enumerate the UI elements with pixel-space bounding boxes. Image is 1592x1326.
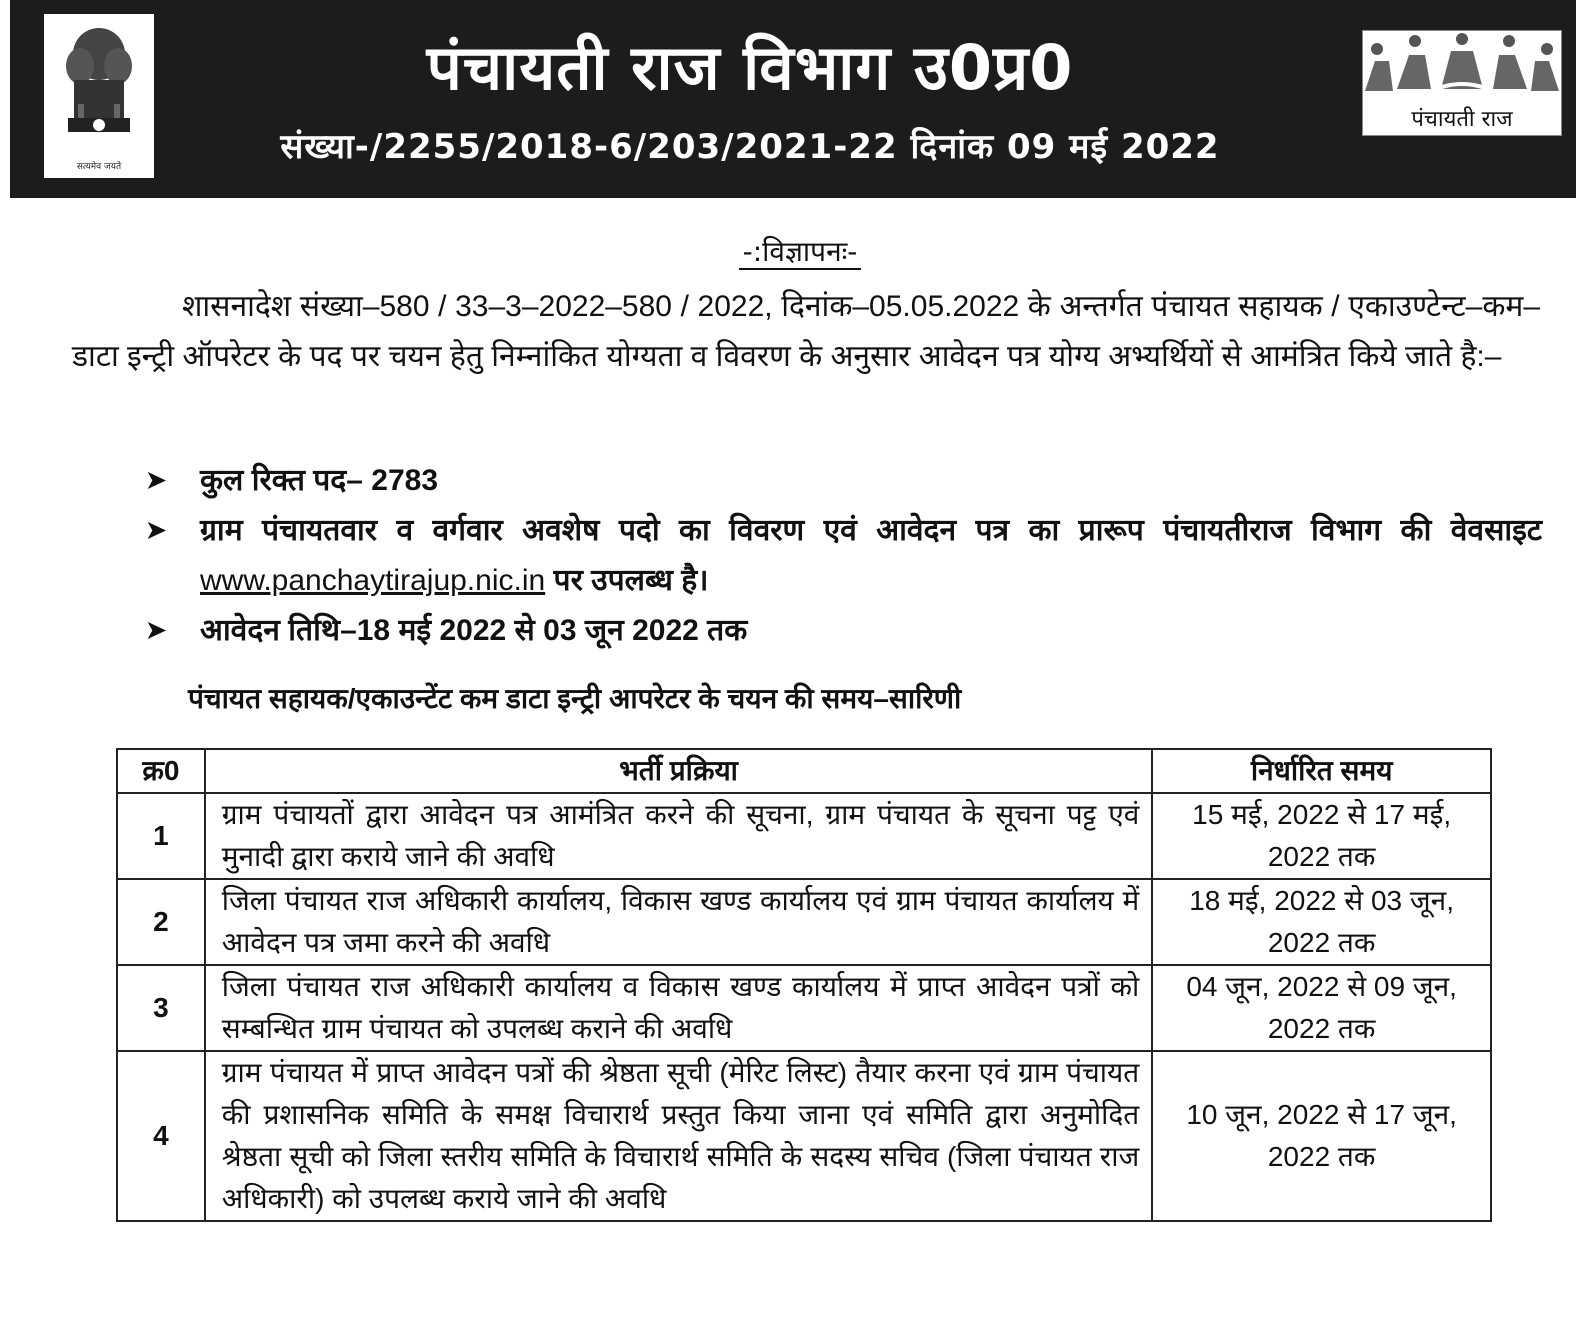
table-row (117, 1051, 1491, 1221)
schedule-title: पंचायत सहायक/एकाउन्टेंट कम डाटा इन्ट्री आपरेटर के चयन की समय–सारिणी (188, 683, 962, 714)
national-emblem (44, 14, 154, 178)
reference-number: संख्या-/2255/2018-6/203/2021-22 दिनांक 09 मई 2022 (280, 127, 1220, 167)
col-header-serial: क्र0 (117, 749, 205, 793)
row-time: 10 जून, 2022 से 17 जून, 2022 तक (1152, 1051, 1491, 1221)
row-serial: 4 (117, 1051, 205, 1221)
row-time: 15 मई, 2022 से 17 मई, 2022 तक (1152, 793, 1491, 879)
table-row (117, 793, 1491, 879)
notice-heading (610, 232, 990, 272)
lion-capital-icon (44, 14, 154, 154)
table-row (117, 879, 1491, 965)
notice-page (10, 0, 1576, 1326)
list-item (146, 456, 1542, 506)
key-points-list (146, 456, 1542, 656)
row-process: ग्राम पंचायत में प्राप्त आवेदन पत्रों की श्रेष्ठता सूची (मेरिट लिस्ट) तैयार करना एवं ग्राम पंचायत की प्रशासनिक समिति के समक्ष विचारार्थ प्रस्तुत किया जाना एवं समिति द्वारा अनुमोदित श्रेष्ठता सूची को जिला स्तरीय समिति के विचारार्थ समिति के सदस्य सचिव (जिला पंचायत राज अधिकारी) को उपलब्ध कराये जाने की अवधि (205, 1051, 1153, 1221)
details-text: ग्राम पंचायतवार व वर्गवार अवशेष पदो का विवरण एवं आवेदन पत्र का प्रारूप पंचायतीराज विभाग की वेवसाइट (200, 514, 1542, 547)
row-process: जिला पंचायत राज अधिकारी कार्यालय, विकास खण्ड कार्यालय एवं ग्राम पंचायत कार्यालय में आवेदन पत्र जमा करने की अवधि (205, 879, 1153, 965)
row-time: 04 जून, 2022 से 09 जून, 2022 तक (1152, 965, 1491, 1051)
arrow-bullet-icon: ➤ (146, 517, 167, 544)
row-process: ग्राम पंचायतों द्वारा आवेदन पत्र आमंत्रित करने की सूचना, ग्राम पंचायत के सूचना पट्ट एवं मुनादी द्वारा कराये जाने की अवधि (205, 793, 1153, 879)
application-dates-text: आवेदन तिथि–18 मई 2022 से 03 जून 2022 तक (200, 614, 748, 647)
vacancies-text: कुल रिक्त पद– 2783 (200, 464, 438, 497)
notice-heading-text: -:विज्ञापनः- (739, 235, 862, 270)
row-process: जिला पंचायत राज अधिकारी कार्यालय व विकास खण्ड कार्यालय में प्राप्त आवेदन पत्रों को सम्बन्धित ग्राम पंचायत को उपलब्ध कराने की अवधि (205, 965, 1153, 1051)
logo-caption: पंचायती राज (1411, 107, 1513, 132)
row-serial: 2 (117, 879, 205, 965)
department-title: पंचायती राज विभाग उ0प्र0 (426, 31, 1074, 104)
table-row (117, 965, 1491, 1051)
row-serial: 3 (117, 965, 205, 1051)
col-header-process: भर्ती प्रक्रिया (205, 749, 1153, 793)
details-suffix: पर उपलब्ध है। (553, 564, 709, 597)
website-link[interactable]: www.panchaytirajup.nic.in (200, 564, 546, 597)
schedule-table (116, 748, 1492, 1222)
row-serial: 1 (117, 793, 205, 879)
arrow-bullet-icon: ➤ (146, 467, 167, 494)
intro-paragraph: शासनादेश संख्या–580 / 33–3–2022–580 / 2022, दिनांक–05.05.2022 के अन्तर्गत पंचायत सहायक / एकाउण्टेन्ट–कम–डाटा इन्ट्री ऑपरेटर के पद पर चयन हेतु निम्नांकित योग्यता व विवरण के अनुसार आवेदन पत्र योग्य अभ्यर्थियों से आमंत्रित किये जाते है:– (72, 290, 1540, 373)
list-item (146, 606, 1542, 656)
panchayati-raj-logo (1362, 30, 1562, 136)
emblem-motto: सत्यमेव जयते (76, 162, 122, 172)
table-header-row (117, 749, 1491, 793)
header-banner (10, 0, 1576, 198)
arrow-bullet-icon: ➤ (146, 617, 167, 644)
row-time: 18 मई, 2022 से 03 जून, 2022 तक (1152, 879, 1491, 965)
list-item (146, 506, 1542, 606)
col-header-time: निर्धारित समय (1152, 749, 1491, 793)
people-group-icon (1363, 31, 1561, 105)
